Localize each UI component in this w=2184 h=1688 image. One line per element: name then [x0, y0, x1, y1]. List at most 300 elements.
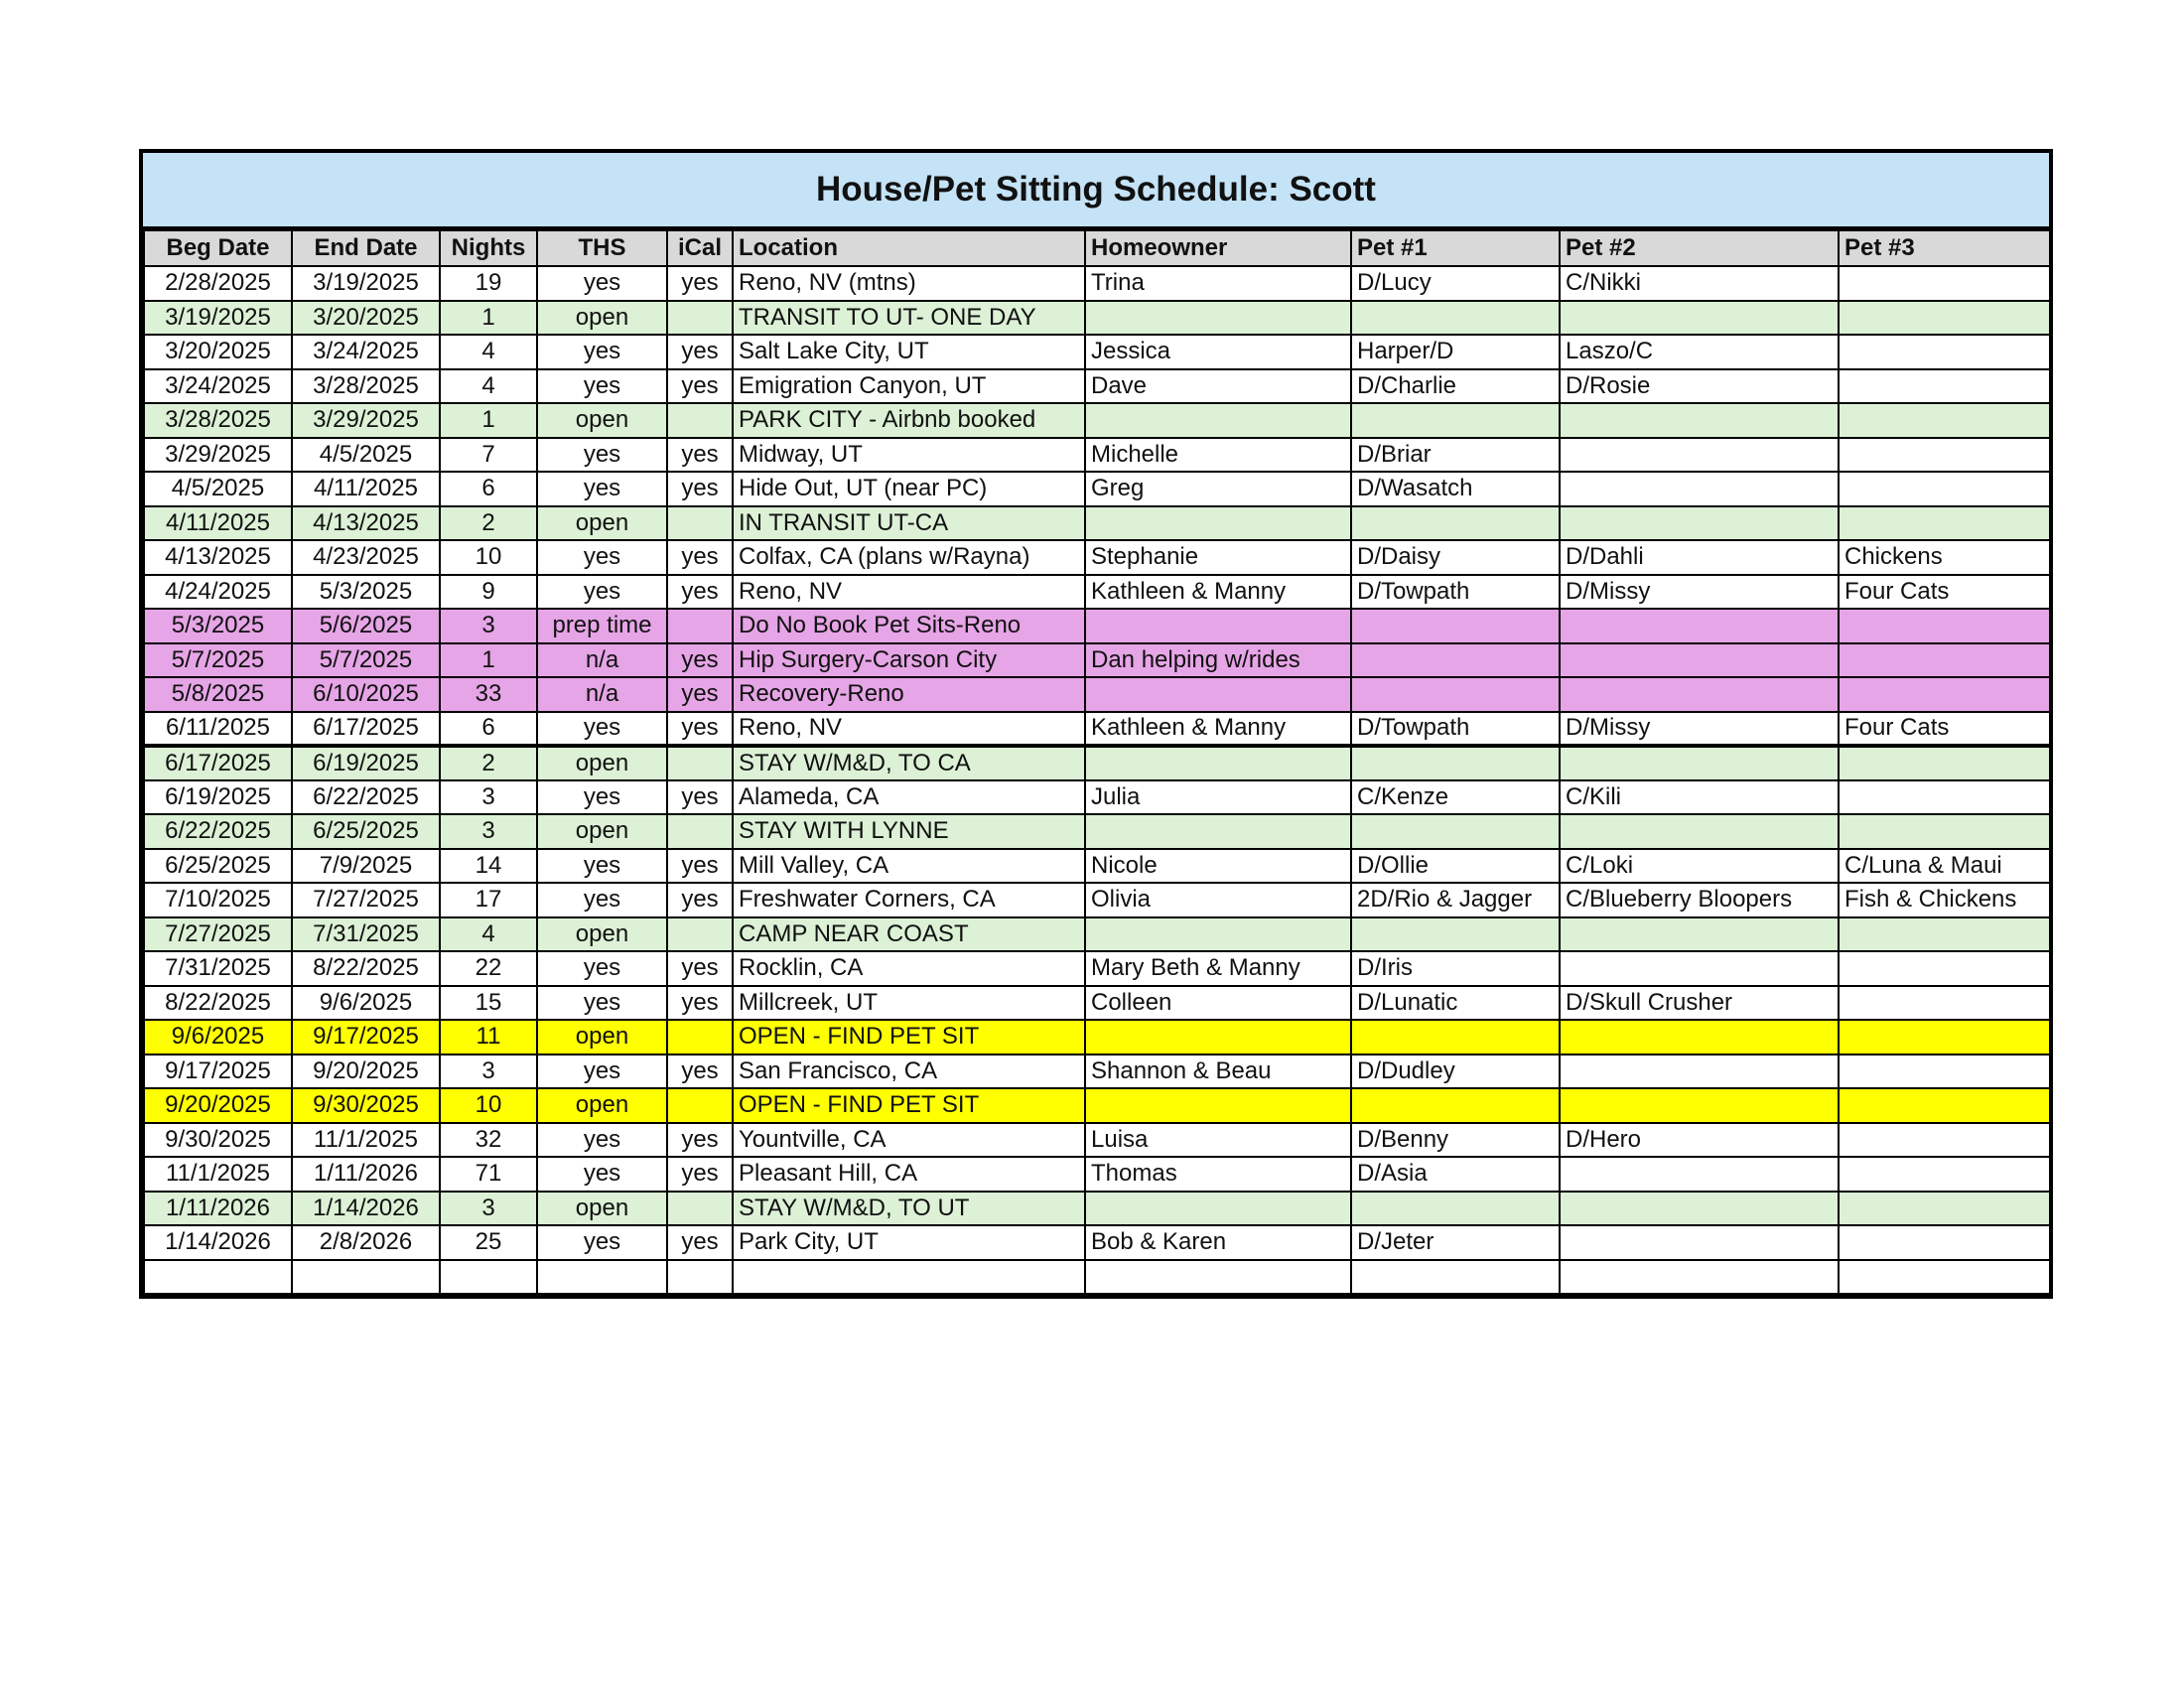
ths-cell: yes [537, 335, 667, 369]
beg-date-cell: 2/28/2025 [144, 266, 292, 301]
table-row [144, 951, 2050, 986]
pet-3-cell: Four Cats [1839, 712, 2050, 747]
end-date-cell: 6/19/2025 [292, 746, 440, 780]
nights-cell: 9 [440, 575, 537, 610]
homeowner-cell [1085, 506, 1351, 541]
pet-3-cell [1839, 369, 2050, 404]
ical-cell: yes [667, 472, 733, 506]
pet-3-cell: Fish & Chickens [1839, 883, 2050, 917]
ths-cell: n/a [537, 677, 667, 712]
location-cell: Salt Lake City, UT [733, 335, 1085, 369]
beg-date-cell: 6/17/2025 [144, 746, 292, 780]
table-row [144, 1055, 2050, 1089]
table-row [144, 472, 2050, 506]
location-cell: Millcreek, UT [733, 986, 1085, 1021]
table-row [144, 301, 2050, 336]
location-cell [733, 1260, 1085, 1295]
ths-cell: open [537, 301, 667, 336]
pet-3-cell [1839, 1157, 2050, 1192]
end-date-cell: 2/8/2026 [292, 1225, 440, 1260]
table-row [144, 369, 2050, 404]
table-row [144, 712, 2050, 747]
sheet-title: House/Pet Sitting Schedule: Scott [143, 153, 2049, 229]
pet-3-cell [1839, 677, 2050, 712]
table-row [144, 575, 2050, 610]
beg-date-cell: 9/17/2025 [144, 1055, 292, 1089]
homeowner-cell [1085, 1088, 1351, 1123]
pet-1-cell [1351, 814, 1560, 849]
pet-1-cell: D/Jeter [1351, 1225, 1560, 1260]
ths-cell: yes [537, 438, 667, 473]
ths-cell: open [537, 1088, 667, 1123]
end-date-cell: 7/31/2025 [292, 917, 440, 952]
pet-3-cell [1839, 403, 2050, 438]
col-header-homeowner: Homeowner [1085, 230, 1351, 266]
ical-cell [667, 1020, 733, 1055]
nights-cell [440, 1260, 537, 1295]
pet-2-cell [1560, 814, 1839, 849]
ical-cell: yes [667, 438, 733, 473]
ths-cell: yes [537, 540, 667, 575]
pet-1-cell: D/Towpath [1351, 712, 1560, 747]
table-row [144, 1088, 2050, 1123]
beg-date-cell: 7/10/2025 [144, 883, 292, 917]
homeowner-cell: Colleen [1085, 986, 1351, 1021]
ths-cell: yes [537, 1123, 667, 1158]
schedule-table [143, 229, 2051, 1295]
col-header-ical: iCal [667, 230, 733, 266]
pet-2-cell [1560, 1157, 1839, 1192]
ths-cell: yes [537, 883, 667, 917]
col-header-pet-2: Pet #2 [1560, 230, 1839, 266]
homeowner-cell [1085, 403, 1351, 438]
pet-1-cell [1351, 301, 1560, 336]
nights-cell: 25 [440, 1225, 537, 1260]
nights-cell: 3 [440, 780, 537, 815]
pet-2-cell: C/Blueberry Bloopers [1560, 883, 1839, 917]
pet-2-cell [1560, 1088, 1839, 1123]
col-header-beg-date: Beg Date [144, 230, 292, 266]
nights-cell: 22 [440, 951, 537, 986]
pet-3-cell [1839, 1260, 2050, 1295]
table-row [144, 1192, 2050, 1226]
ical-cell: yes [667, 883, 733, 917]
ths-cell: yes [537, 1157, 667, 1192]
end-date-cell: 4/23/2025 [292, 540, 440, 575]
ical-cell [667, 1260, 733, 1295]
ths-cell: open [537, 1020, 667, 1055]
ical-cell [667, 746, 733, 780]
ical-cell: yes [667, 643, 733, 678]
location-cell: Rocklin, CA [733, 951, 1085, 986]
table-row [144, 403, 2050, 438]
homeowner-cell [1085, 1260, 1351, 1295]
homeowner-cell [1085, 677, 1351, 712]
pet-3-cell [1839, 1123, 2050, 1158]
pet-1-cell [1351, 506, 1560, 541]
schedule-sheet [139, 149, 2053, 1299]
ths-cell: yes [537, 951, 667, 986]
homeowner-cell: Stephanie [1085, 540, 1351, 575]
end-date-cell: 7/27/2025 [292, 883, 440, 917]
homeowner-cell: Kathleen & Manny [1085, 712, 1351, 747]
homeowner-cell: Dave [1085, 369, 1351, 404]
location-cell: Recovery-Reno [733, 677, 1085, 712]
pet-1-cell [1351, 609, 1560, 643]
end-date-cell: 8/22/2025 [292, 951, 440, 986]
ths-cell: open [537, 746, 667, 780]
pet-1-cell: D/Benny [1351, 1123, 1560, 1158]
pet-1-cell [1351, 1192, 1560, 1226]
table-row [144, 677, 2050, 712]
ical-cell [667, 506, 733, 541]
ical-cell: yes [667, 1157, 733, 1192]
location-cell: San Francisco, CA [733, 1055, 1085, 1089]
beg-date-cell: 1/14/2026 [144, 1225, 292, 1260]
beg-date-cell: 5/8/2025 [144, 677, 292, 712]
homeowner-cell: Jessica [1085, 335, 1351, 369]
pet-3-cell [1839, 438, 2050, 473]
ical-cell: yes [667, 712, 733, 747]
nights-cell: 71 [440, 1157, 537, 1192]
end-date-cell: 3/29/2025 [292, 403, 440, 438]
ical-cell [667, 917, 733, 952]
col-header-location: Location [733, 230, 1085, 266]
nights-cell: 15 [440, 986, 537, 1021]
location-cell: Mill Valley, CA [733, 849, 1085, 884]
location-cell: Midway, UT [733, 438, 1085, 473]
end-date-cell: 6/10/2025 [292, 677, 440, 712]
nights-cell: 10 [440, 540, 537, 575]
location-cell: TRANSIT TO UT- ONE DAY [733, 301, 1085, 336]
header-row [144, 230, 2050, 266]
end-date-cell: 9/17/2025 [292, 1020, 440, 1055]
end-date-cell: 9/30/2025 [292, 1088, 440, 1123]
pet-3-cell [1839, 506, 2050, 541]
beg-date-cell: 4/11/2025 [144, 506, 292, 541]
nights-cell: 10 [440, 1088, 537, 1123]
ths-cell: yes [537, 575, 667, 610]
pet-2-cell [1560, 1192, 1839, 1226]
pet-3-cell [1839, 780, 2050, 815]
location-cell: Pleasant Hill, CA [733, 1157, 1085, 1192]
end-date-cell: 1/11/2026 [292, 1157, 440, 1192]
homeowner-cell: Julia [1085, 780, 1351, 815]
beg-date-cell: 5/7/2025 [144, 643, 292, 678]
pet-2-cell [1560, 609, 1839, 643]
ical-cell: yes [667, 335, 733, 369]
pet-1-cell: D/Lunatic [1351, 986, 1560, 1021]
beg-date-cell: 4/5/2025 [144, 472, 292, 506]
ths-cell: yes [537, 369, 667, 404]
ths-cell: open [537, 1192, 667, 1226]
pet-2-cell [1560, 438, 1839, 473]
pet-3-cell [1839, 986, 2050, 1021]
table-row [144, 917, 2050, 952]
pet-3-cell [1839, 301, 2050, 336]
location-cell: OPEN - FIND PET SIT [733, 1020, 1085, 1055]
pet-3-cell: Chickens [1839, 540, 2050, 575]
pet-2-cell: D/Rosie [1560, 369, 1839, 404]
nights-cell: 2 [440, 506, 537, 541]
table-row [144, 609, 2050, 643]
nights-cell: 19 [440, 266, 537, 301]
pet-2-cell [1560, 677, 1839, 712]
beg-date-cell: 6/19/2025 [144, 780, 292, 815]
table-row [144, 266, 2050, 301]
nights-cell: 17 [440, 883, 537, 917]
pet-2-cell: Laszo/C [1560, 335, 1839, 369]
beg-date-cell [144, 1260, 292, 1295]
location-cell: Reno, NV (mtns) [733, 266, 1085, 301]
end-date-cell: 7/9/2025 [292, 849, 440, 884]
pet-1-cell: D/Towpath [1351, 575, 1560, 610]
pet-2-cell: D/Dahli [1560, 540, 1839, 575]
pet-2-cell [1560, 1020, 1839, 1055]
table-row [144, 814, 2050, 849]
end-date-cell: 6/22/2025 [292, 780, 440, 815]
end-date-cell: 9/20/2025 [292, 1055, 440, 1089]
ical-cell: yes [667, 575, 733, 610]
location-cell: Freshwater Corners, CA [733, 883, 1085, 917]
beg-date-cell: 11/1/2025 [144, 1157, 292, 1192]
beg-date-cell: 3/20/2025 [144, 335, 292, 369]
ths-cell: prep time [537, 609, 667, 643]
ical-cell: yes [667, 369, 733, 404]
homeowner-cell: Bob & Karen [1085, 1225, 1351, 1260]
beg-date-cell: 9/6/2025 [144, 1020, 292, 1055]
location-cell: Hip Surgery-Carson City [733, 643, 1085, 678]
end-date-cell: 3/28/2025 [292, 369, 440, 404]
ical-cell: yes [667, 849, 733, 884]
ths-cell: yes [537, 1055, 667, 1089]
pet-1-cell: D/Wasatch [1351, 472, 1560, 506]
table-row [144, 883, 2050, 917]
pet-2-cell: C/Nikki [1560, 266, 1839, 301]
pet-3-cell [1839, 951, 2050, 986]
ths-cell: yes [537, 849, 667, 884]
pet-1-cell: D/Charlie [1351, 369, 1560, 404]
table-row [144, 849, 2050, 884]
pet-2-cell [1560, 746, 1839, 780]
table-row [144, 540, 2050, 575]
ical-cell [667, 1088, 733, 1123]
pet-2-cell [1560, 506, 1839, 541]
col-header-end-date: End Date [292, 230, 440, 266]
ths-cell: yes [537, 1225, 667, 1260]
col-header-nights: Nights [440, 230, 537, 266]
end-date-cell: 3/24/2025 [292, 335, 440, 369]
location-cell: Hide Out, UT (near PC) [733, 472, 1085, 506]
nights-cell: 3 [440, 1192, 537, 1226]
homeowner-cell: Mary Beth & Manny [1085, 951, 1351, 986]
ical-cell [667, 403, 733, 438]
location-cell: IN TRANSIT UT-CA [733, 506, 1085, 541]
nights-cell: 4 [440, 369, 537, 404]
pet-2-cell: D/Hero [1560, 1123, 1839, 1158]
table-row [144, 643, 2050, 678]
ths-cell: n/a [537, 643, 667, 678]
nights-cell: 3 [440, 609, 537, 643]
location-cell: Do No Book Pet Sits-Reno [733, 609, 1085, 643]
homeowner-cell [1085, 917, 1351, 952]
nights-cell: 14 [440, 849, 537, 884]
table-row [144, 335, 2050, 369]
pet-3-cell [1839, 917, 2050, 952]
end-date-cell: 11/1/2025 [292, 1123, 440, 1158]
nights-cell: 2 [440, 746, 537, 780]
table-row [144, 986, 2050, 1021]
pet-2-cell [1560, 1260, 1839, 1295]
ical-cell: yes [667, 986, 733, 1021]
end-date-cell: 1/14/2026 [292, 1192, 440, 1226]
pet-3-cell [1839, 335, 2050, 369]
nights-cell: 7 [440, 438, 537, 473]
pet-1-cell [1351, 403, 1560, 438]
beg-date-cell: 4/13/2025 [144, 540, 292, 575]
beg-date-cell: 9/30/2025 [144, 1123, 292, 1158]
nights-cell: 1 [440, 403, 537, 438]
end-date-cell: 5/7/2025 [292, 643, 440, 678]
pet-1-cell [1351, 643, 1560, 678]
homeowner-cell: Shannon & Beau [1085, 1055, 1351, 1089]
pet-1-cell [1351, 677, 1560, 712]
ths-cell [537, 1260, 667, 1295]
nights-cell: 1 [440, 643, 537, 678]
location-cell: Park City, UT [733, 1225, 1085, 1260]
pet-3-cell [1839, 609, 2050, 643]
pet-2-cell [1560, 472, 1839, 506]
nights-cell: 1 [440, 301, 537, 336]
homeowner-cell: Trina [1085, 266, 1351, 301]
homeowner-cell: Olivia [1085, 883, 1351, 917]
ths-cell: yes [537, 266, 667, 301]
pet-2-cell [1560, 643, 1839, 678]
col-header-pet-1: Pet #1 [1351, 230, 1560, 266]
location-cell: Reno, NV [733, 712, 1085, 747]
pet-3-cell: Four Cats [1839, 575, 2050, 610]
homeowner-cell [1085, 814, 1351, 849]
ical-cell [667, 301, 733, 336]
pet-1-cell: D/Dudley [1351, 1055, 1560, 1089]
location-cell: STAY W/M&D, TO UT [733, 1192, 1085, 1226]
beg-date-cell: 7/27/2025 [144, 917, 292, 952]
ths-cell: open [537, 403, 667, 438]
table-row [144, 506, 2050, 541]
homeowner-cell: Michelle [1085, 438, 1351, 473]
nights-cell: 33 [440, 677, 537, 712]
nights-cell: 3 [440, 814, 537, 849]
pet-1-cell: D/Ollie [1351, 849, 1560, 884]
pet-1-cell [1351, 1088, 1560, 1123]
pet-1-cell: 2D/Rio & Jagger [1351, 883, 1560, 917]
beg-date-cell: 6/25/2025 [144, 849, 292, 884]
beg-date-cell: 3/19/2025 [144, 301, 292, 336]
end-date-cell: 6/17/2025 [292, 712, 440, 747]
ths-cell: yes [537, 712, 667, 747]
homeowner-cell [1085, 301, 1351, 336]
homeowner-cell [1085, 609, 1351, 643]
pet-2-cell [1560, 301, 1839, 336]
end-date-cell: 9/6/2025 [292, 986, 440, 1021]
beg-date-cell: 9/20/2025 [144, 1088, 292, 1123]
homeowner-cell: Dan helping w/rides [1085, 643, 1351, 678]
ical-cell: yes [667, 951, 733, 986]
pet-1-cell: D/Lucy [1351, 266, 1560, 301]
pet-1-cell: D/Iris [1351, 951, 1560, 986]
pet-1-cell [1351, 746, 1560, 780]
table-row [144, 1157, 2050, 1192]
table-row [144, 1123, 2050, 1158]
pet-2-cell: C/Loki [1560, 849, 1839, 884]
table-row [144, 780, 2050, 815]
col-header-pet-3: Pet #3 [1839, 230, 2050, 266]
ical-cell: yes [667, 1123, 733, 1158]
end-date-cell: 3/19/2025 [292, 266, 440, 301]
homeowner-cell [1085, 1192, 1351, 1226]
location-cell: Reno, NV [733, 575, 1085, 610]
location-cell: STAY WITH LYNNE [733, 814, 1085, 849]
homeowner-cell: Nicole [1085, 849, 1351, 884]
pet-1-cell: D/Briar [1351, 438, 1560, 473]
beg-date-cell: 3/24/2025 [144, 369, 292, 404]
pet-1-cell [1351, 917, 1560, 952]
beg-date-cell: 6/22/2025 [144, 814, 292, 849]
pet-1-cell: D/Asia [1351, 1157, 1560, 1192]
pet-3-cell [1839, 1088, 2050, 1123]
end-date-cell [292, 1260, 440, 1295]
pet-3-cell [1839, 643, 2050, 678]
location-cell: PARK CITY - Airbnb booked [733, 403, 1085, 438]
ical-cell: yes [667, 1055, 733, 1089]
nights-cell: 6 [440, 712, 537, 747]
ical-cell [667, 1192, 733, 1226]
pet-3-cell [1839, 746, 2050, 780]
beg-date-cell: 4/24/2025 [144, 575, 292, 610]
table-row [144, 1225, 2050, 1260]
location-cell: STAY W/M&D, TO CA [733, 746, 1085, 780]
end-date-cell: 3/20/2025 [292, 301, 440, 336]
nights-cell: 4 [440, 917, 537, 952]
homeowner-cell [1085, 1020, 1351, 1055]
ical-cell: yes [667, 1225, 733, 1260]
end-date-cell: 5/3/2025 [292, 575, 440, 610]
pet-1-cell [1351, 1020, 1560, 1055]
end-date-cell: 6/25/2025 [292, 814, 440, 849]
ical-cell: yes [667, 677, 733, 712]
end-date-cell: 5/6/2025 [292, 609, 440, 643]
end-date-cell: 4/13/2025 [292, 506, 440, 541]
beg-date-cell: 7/31/2025 [144, 951, 292, 986]
ths-cell: open [537, 506, 667, 541]
pet-3-cell [1839, 266, 2050, 301]
table-row [144, 746, 2050, 780]
beg-date-cell: 1/11/2026 [144, 1192, 292, 1226]
pet-2-cell [1560, 917, 1839, 952]
ical-cell: yes [667, 540, 733, 575]
nights-cell: 32 [440, 1123, 537, 1158]
homeowner-cell [1085, 746, 1351, 780]
homeowner-cell: Greg [1085, 472, 1351, 506]
end-date-cell: 4/5/2025 [292, 438, 440, 473]
ical-cell [667, 814, 733, 849]
pet-2-cell [1560, 1225, 1839, 1260]
homeowner-cell: Luisa [1085, 1123, 1351, 1158]
pet-3-cell [1839, 814, 2050, 849]
location-cell: Alameda, CA [733, 780, 1085, 815]
ical-cell: yes [667, 780, 733, 815]
pet-2-cell [1560, 951, 1839, 986]
